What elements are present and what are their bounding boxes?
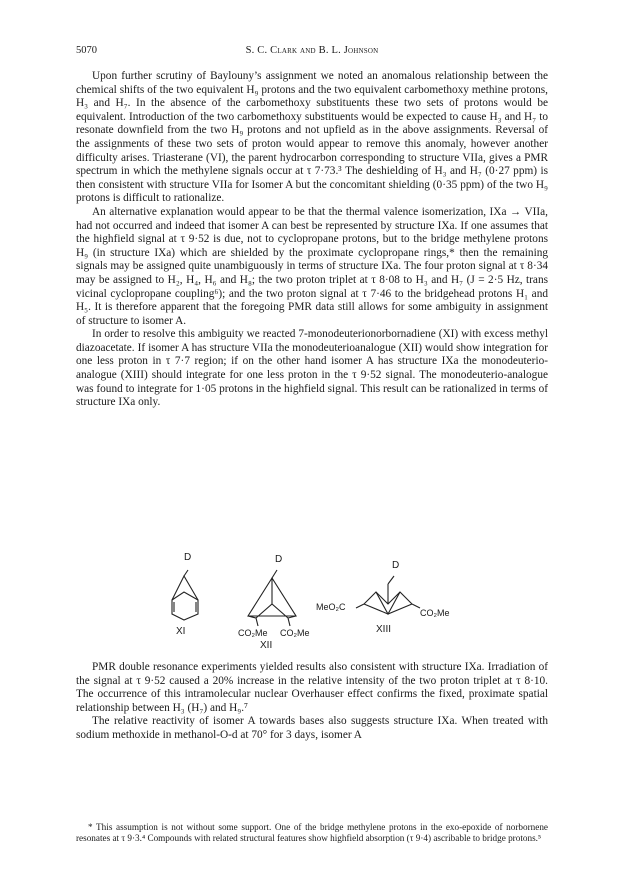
deuterium-label-xiii: D [392, 560, 400, 571]
deuterium-label-xii: D [275, 554, 283, 565]
structure-label-xi: XI [176, 626, 186, 637]
running-head: S. C. Clark and B. L. Johnson [245, 45, 379, 56]
structure-label-xii: XII [260, 640, 273, 651]
paragraph: Upon further scrutiny of Baylouny’s assignment we noted an anomalous relationship between the chemical shifts of the two equivalent H₉ protons and the two equivalent carbomethoxy methine protons, H₃ and H₇. In the absence of the carbomethoxy substituents these two sets of protons would be equivalent. Introduction of the two carbomethoxy substituents would be expected to cause H₃ and H₇ to resonate downfield from the two H₉ protons and not upfield as in the above assignments. Reversal of the assignments of these two sets of proton would appear to remove this anomaly, however another difficulty arises. Triasterane (VI), the parent hydrocarbon corresponding to structure VIIa, gives a PMR spectrum in which the methylene signals occur at τ 7·73.³ The deshielding of H₃ and H₇ (0·27 ppm) is then consistent with structure VIIa for Isomer A but the concomitant shielding (0·35 ppm) of the two H₉ protons is difficult to rationalize. [76, 70, 548, 205]
structure-drawings [150, 548, 480, 648]
paragraph: PMR double resonance experiments yielded results also consistent with structure IXa. Irradiation of the signal at τ 9·52 caused a 20% increase in the relative intensity of the two proton triplet at τ 8·10. The occurrence of this intramolecular nuclear Overhauser effect confirms the fixed, proximate spatial relationship between H₃ (H₇) and H₉.⁷ [76, 661, 548, 714]
paragraph: The relative reactivity of isomer A towards bases also suggests structure IXa. When treated with sodium methoxide in methanol-O-d at 70° for 3 days, isomer A [76, 715, 548, 741]
substituent-xiii-left: MeO₂C [316, 602, 346, 612]
main-body [76, 70, 548, 410]
substituent-xiii-right: CO₂Me [420, 608, 450, 618]
paragraph: In order to resolve this ambiguity we reacted 7-monodeuterionorbornadiene (XI) with excess methyl diazoacetate. If isomer A has structure VIIa the monodeuterioanalogue (XII) would show integration for one less proton in τ 7·7 region; if on the other hand isomer A has structure IXa the monodeuterio-analogue (XIII) should integrate for one less proton in the τ 9·52 signal. The monodeuterio-analogue was found to integrate for 1·05 protons in the highfield signal. This result can be rationalized in terms of structure IXa only. [76, 328, 548, 409]
substituent-xii-right: CO₂Me [280, 628, 310, 638]
paragraph: An alternative explanation would appear to be that the thermal valence isomerization, IXa → VIIa, had not occurred and indeed that isomer A can best be represented by structure IXa. If one assumes that the highfield signal at τ 9·52 is due, not to cyclopropane protons, but to the bridge methylene protons H₉ (in structure IXa) which are shielded by the proximate cyclopropane rings,* then the remaining signals may be assigned quite unambiguously in terms of structure IXa. The four proton signal at τ 8·34 may be assigned to H₂, H₄, H₆ and H₈; the two proton triplet at τ 8·08 to H₃ and H₇ (J = 2·5 Hz, trans vicinal cyclopropane coupling⁶); and the two proton signal at τ 7·46 to the bridgehead protons H₁ and H₅. It is therefore apparent that the foregoing PMR data still allows for some ambiguity in assignment of structure to isomer A. [76, 205, 548, 327]
lower-body [76, 661, 548, 743]
footnote-text: * This assumption is not without some support. One of the bridge methylene protons in the exo-epoxide of norbornene resonates at τ 9·3.⁴ Compounds with related structural features show highfield absorption (τ 9·4) ascribable to bridge protons.⁵ [76, 822, 548, 844]
page-header [76, 45, 548, 61]
chemical-structures-figure [150, 548, 480, 651]
structure-label-xiii: XIII [376, 624, 392, 635]
footnote [76, 822, 548, 845]
deuterium-label-xi: D [184, 552, 192, 563]
page-number: 5070 [76, 45, 97, 56]
substituent-xii-left: CO₂Me [238, 628, 268, 638]
